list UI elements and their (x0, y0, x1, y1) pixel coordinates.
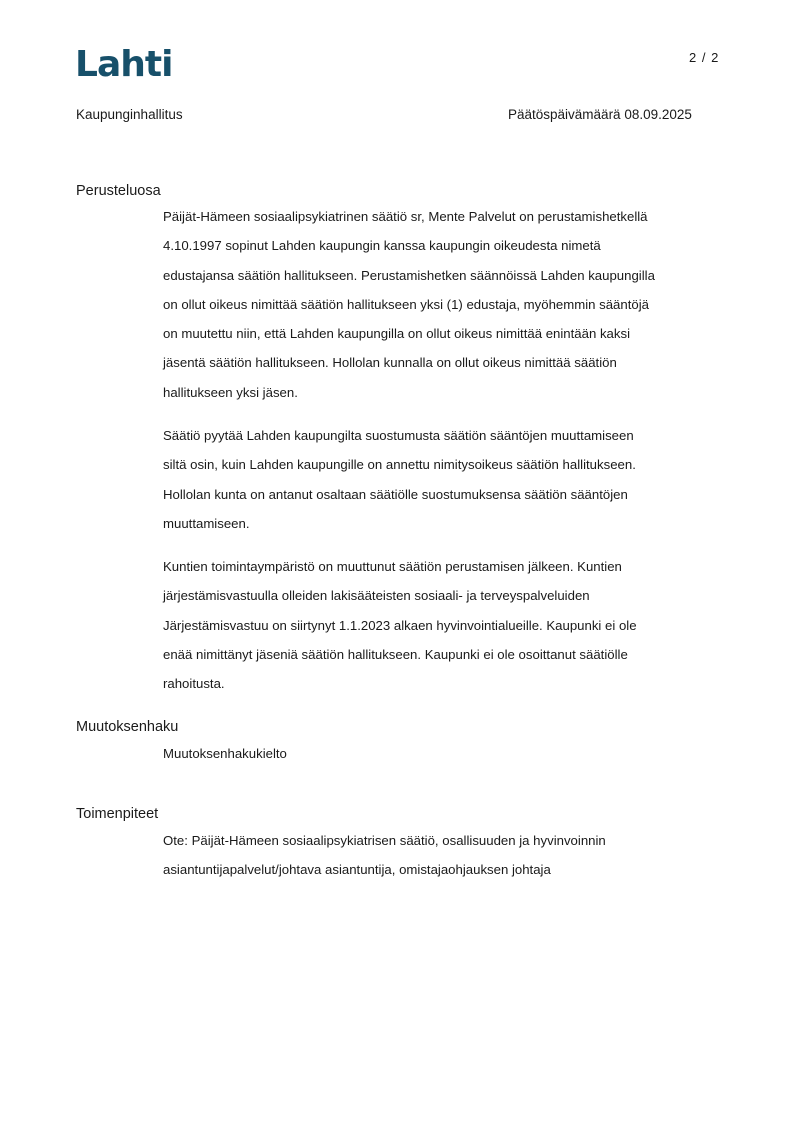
paragraph-line: hallitukseen yksi jäsen. (163, 384, 298, 400)
decision-date: Päätöspäivämäärä 08.09.2025 (508, 107, 692, 122)
paragraph-line: Päijät-Hämeen sosiaalipsykiatrinen säätiö sr, Mente Palvelut on perustamishetkellä (163, 209, 648, 224)
paragraph-line: enää nimittänyt jäseniä säätiön hallitukseen. Kaupunki ei ole osoittanut säätiölle (163, 646, 628, 662)
section-heading-muutoksenhaku: Muutoksenhaku (76, 719, 179, 735)
paragraph-line: Kuntien toimintaympäristö on muuttunut säätiön perustamisen jälkeen. Kuntien (163, 559, 622, 574)
paragraph-line: muuttamiseen. (163, 515, 250, 531)
muutoksenhaku-text (163, 739, 723, 768)
lahti-logo: Lahti (75, 44, 173, 85)
perusteluosa-paragraph-3 (163, 552, 723, 698)
paragraph-line: Hollolan kunta on antanut osaltaan säätiölle suostumuksensa säätiön sääntöjen (163, 486, 628, 502)
perusteluosa-paragraph-1 (163, 202, 723, 407)
paragraph-line: järjestämisvastuulla olleiden lakisääteisten sosiaali- ja terveyspalveluiden (163, 588, 590, 604)
paragraph-line: jäsentä säätiön hallitukseen. Hollolan kunnalla on ollut oikeus nimittää säätiön (163, 355, 617, 371)
paragraph-line: edustajansa säätiön hallitukseen. Perustamishetken säännöissä Lahden kaupungilla (163, 267, 655, 283)
paragraph-line: on ollut oikeus nimittää säätiön hallitukseen yksi (1) edustaja, myöhemmin sääntöjä (163, 296, 649, 312)
paragraph-line: Järjestämisvastuu on siirtynyt 1.1.2023 alkaen hyvinvointialueille. Kaupunki ei ole (163, 617, 637, 633)
paragraph-line: Säätiö pyytää Lahden kaupungilta suostumusta säätiön sääntöjen muuttamiseen (163, 428, 634, 443)
paragraph-line: rahoitusta. (163, 676, 225, 692)
section-heading-perusteluosa: Perusteluosa (76, 183, 161, 199)
paragraph-line: siltä osin, kuin Lahden kaupungille on annettu nimitysoikeus säätiön hallitukseen. (163, 457, 636, 473)
paragraph-line: 4.10.1997 sopinut Lahden kaupungin kanssa kaupungin oikeudesta nimetä (163, 238, 601, 254)
organization-name: Kaupunginhallitus (76, 107, 183, 122)
page-number: 2 / 2 (689, 50, 720, 65)
paragraph-line: on muutettu niin, että Lahden kaupungilla on ollut oikeus nimittää enintään kaksi (163, 326, 631, 342)
paragraph-line: asiantuntijapalvelut/johtava asiantuntija, omistajaohjauksen johtaja (163, 862, 551, 878)
paragraph-line: Ote: Päijät-Hämeen sosiaalipsykiatrisen säätiö, osallisuuden ja hyvinvoinnin (163, 833, 606, 848)
perusteluosa-paragraph-2 (163, 421, 723, 538)
section-heading-toimenpiteet: Toimenpiteet (76, 806, 159, 822)
paragraph-line: Muutoksenhakukielto (163, 746, 287, 761)
toimenpiteet-text (163, 826, 723, 885)
